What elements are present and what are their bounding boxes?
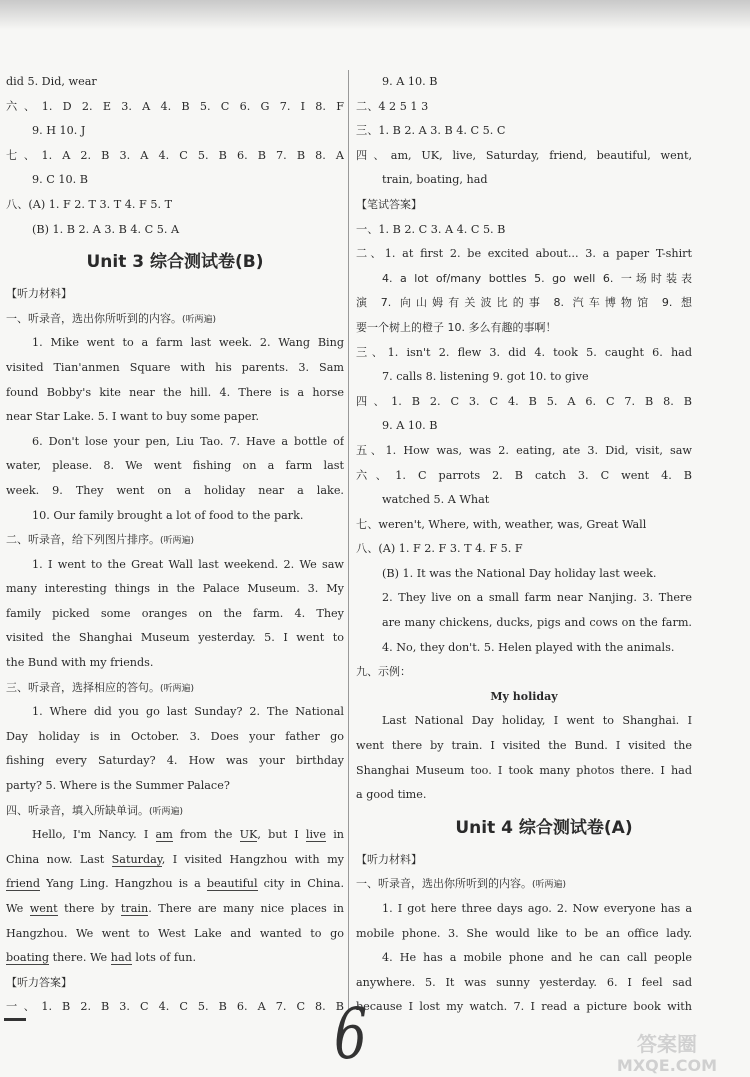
answer-line: 9. C 10. B xyxy=(32,173,88,187)
text-line: 4. He has a mobile phone and he can call people xyxy=(382,951,692,965)
watermark-logo xyxy=(592,1030,742,1075)
answer-line: 2. They live on a small farm near Nanjing. 3. There xyxy=(382,591,692,605)
answer-line: 二、1. at first 2. be excited about... 3. a paper T-shirt xyxy=(356,247,692,261)
text-line: many interesting things in the Palace Museum. 3. My xyxy=(6,582,344,596)
watermark-top-text: 答案圈 xyxy=(637,1032,697,1056)
text-line: party? 5. Where is the Summer Palace? xyxy=(6,779,230,793)
text-line: visited Tian'anmen Square with his parents. 3. Sam xyxy=(6,360,344,374)
written-answer-header: 【笔试答案】 xyxy=(356,197,422,211)
answer-line: 7. calls 8. listening 9. got 10. to give xyxy=(382,370,589,384)
passage-line: Hangzhou. We went to West Lake and wanted to go xyxy=(6,926,344,940)
section-4-title: 四、听录音，填入所缺单词。(听两遍) xyxy=(6,803,184,817)
text-line: 1. I got here three days ago. 2. Now everyone has a xyxy=(382,902,692,915)
answer-line: 二、4 2 5 1 3 xyxy=(356,99,429,113)
answer-line: 一、1. B 2. C 3. A 4. C 5. B xyxy=(356,222,506,236)
text-line: week. 9. They went on a holiday near a lake. xyxy=(6,483,344,497)
section-1-title: 一、听录音，选出你所听到的内容。(听两遍) xyxy=(6,311,217,325)
answer-line: (B) 1. It was the National Day holiday last week. xyxy=(382,566,657,580)
answer-line: 一、1. B 2. B 3. C 4. C 5. B 6. A 7. C 8. B xyxy=(6,1000,344,1014)
unit3-title: Unit 3 综合测试卷(B) xyxy=(86,252,264,273)
answer-line: watched 5. A What xyxy=(382,493,490,507)
watermark-bottom-text: MXQE.COM xyxy=(616,1056,718,1075)
passage-line: Hello, I'm Nancy. I am from the UK, but I live in xyxy=(32,828,344,842)
text-line: 1. Where did you go last Sunday? 2. The National xyxy=(32,705,344,719)
corner-mark xyxy=(4,1018,26,1021)
answer-line: 八、(A) 1. F 2. F 3. T 4. F 5. F xyxy=(356,542,523,556)
left-column xyxy=(6,70,344,1020)
answer-line: train, boating, had xyxy=(382,173,488,187)
answer-line: 三、1. isn't 2. flew 3. did 4. took 5. caught 6. had xyxy=(356,345,692,359)
answer-line: are many chickens, ducks, pigs and cows on the farm. xyxy=(382,616,692,630)
text-line: found Bobby's kite near the hill. 4. There is a horse xyxy=(6,385,344,399)
text-line: 1. Mike went to a farm last week. 2. Wang Bing xyxy=(32,336,344,350)
answer-line: 9. H 10. J xyxy=(32,124,86,138)
answer-line: 七、1. A 2. B 3. A 4. C 5. B 6. B 7. B 8. A xyxy=(6,148,344,162)
section-1-title: 一、听录音，选出你所听到的内容。(听两遍) xyxy=(356,877,567,891)
section-2-title: 二、听录音，给下列图片排序。(听两遍) xyxy=(6,533,195,547)
text-line: 10. Our family brought a lot of food to the park. xyxy=(32,508,304,522)
passage-line: boating there. We had lots of fun. xyxy=(6,951,196,965)
text-line: Day holiday is in October. 3. Does your father go xyxy=(6,729,344,743)
answer-line: 六、1. C parrots 2. B catch 3. C went 4. B xyxy=(356,468,692,482)
text-line: 1. I went to the Great Wall last weekend. 2. We saw xyxy=(32,557,344,571)
answer-line: 六、1. D 2. E 3. A 4. B 5. C 6. G 7. I 8. F xyxy=(6,99,344,113)
answer-line: 三、1. B 2. A 3. B 4. C 5. C xyxy=(356,124,506,138)
essay-line: Last National Day holiday, I went to Shanghai. I xyxy=(382,714,692,728)
column-divider xyxy=(348,70,349,1010)
answer-line: 4. a lot of/many bottles 5. go well 6. 一场时装表 xyxy=(382,271,692,285)
answer-line: 七、weren't, Where, with, weather, was, Great Wall xyxy=(356,517,647,531)
listening-material-header: 【听力材料】 xyxy=(356,852,422,866)
answer-line: 五、1. How was, was 2. eating, ate 3. Did, visit, saw xyxy=(356,443,692,457)
answer-line: 要一个树上的橙子 10. 多么有趣的事啊！ xyxy=(356,320,557,334)
answer-line: did 5. Did, wear xyxy=(6,75,97,88)
text-line: 6. Don't lose your pen, Liu Tao. 7. Have a bottle of xyxy=(32,434,344,448)
text-line: because I lost my watch. 7. I read a picture book with xyxy=(356,1000,692,1014)
passage-line: China now. Last Saturday, I visited Hangzhou with my xyxy=(6,852,344,866)
passage-line: We went there by train. There are many nice places in xyxy=(6,902,344,915)
listening-answer-header: 【听力答案】 xyxy=(6,975,72,989)
text-line: anywhere. 5. It was sunny yesterday. 6. I feel sad xyxy=(356,975,692,989)
text-line: near Star Lake. 5. I want to buy some paper. xyxy=(6,410,260,424)
text-line: mobile phone. 3. She would like to be an office lady. xyxy=(356,926,692,940)
answer-line: 4. No, they don't. 5. Helen played with the animals. xyxy=(382,640,675,654)
answer-line: 八、(A) 1. F 2. T 3. T 4. F 5. T xyxy=(6,197,173,211)
text-line: fishing every Saturday? 4. How was your birthday xyxy=(6,754,344,768)
answer-line: (B) 1. B 2. A 3. B 4. C 5. A xyxy=(32,222,180,236)
essay-line: went there by train. I visited the Bund. I visited the xyxy=(356,739,692,753)
answer-line: 9. A 10. B xyxy=(382,419,438,433)
section-3-title: 三、听录音，选择相应的答句。(听两遍) xyxy=(6,680,195,694)
scan-top-shadow xyxy=(0,0,750,30)
text-line: family picked some oranges on the farm. 4. They xyxy=(6,606,344,620)
answer-line: 演 7. 向山姆有关波比的事 8. 汽车博物馆 9. 想 xyxy=(356,296,692,310)
answer-line: 四、am, UK, live, Saturday, friend, beautiful, went, xyxy=(356,148,692,162)
unit4-title: Unit 4 综合测试卷(A) xyxy=(455,817,633,838)
text-line: the Bund with my friends. xyxy=(6,656,154,670)
listening-material-header: 【听力材料】 xyxy=(6,287,72,301)
essay-line: Shanghai Museum too. I took many photos there. I had xyxy=(356,763,692,777)
text-line: water, please. 8. We went fishing on a farm last xyxy=(6,459,344,473)
text-line: visited the Shanghai Museum yesterday. 5. I went to xyxy=(6,631,344,645)
essay-title: My holiday xyxy=(490,689,558,703)
answer-line: 9. A 10. B xyxy=(382,75,438,88)
answer-line: 九、示例： xyxy=(356,665,411,679)
right-column xyxy=(356,70,692,1020)
page-number: 6 xyxy=(334,994,368,1076)
passage-line: friend Yang Ling. Hangzhou is a beautiful city in China. xyxy=(6,877,344,891)
essay-line: a good time. xyxy=(356,788,427,802)
answer-line: 四、1. B 2. C 3. C 4. B 5. A 6. C 7. B 8. B xyxy=(356,394,692,408)
